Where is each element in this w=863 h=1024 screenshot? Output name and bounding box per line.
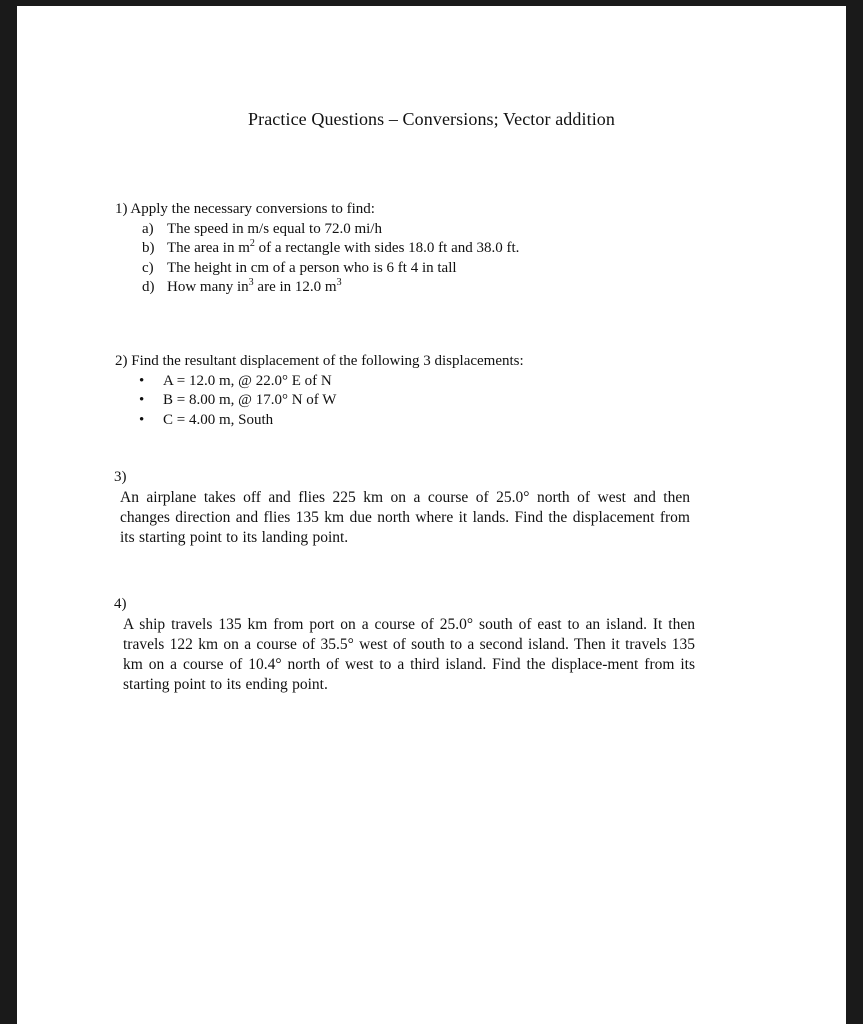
question-1-parts xyxy=(115,220,755,298)
question-2 xyxy=(115,352,755,430)
question-2-prompt: 2) Find the resultant displacement of the following 3 displacements: xyxy=(115,353,524,369)
displacement-item xyxy=(115,411,755,431)
displacement-text: A = 12.0 m, @ 22.0° E of N xyxy=(163,372,332,389)
question-4 xyxy=(114,595,754,695)
part-letter: b) xyxy=(142,240,155,256)
superscript: 3 xyxy=(336,277,342,288)
question-1-part-d xyxy=(115,278,755,298)
part-letter: d) xyxy=(142,279,155,295)
part-text: The height in cm of a person who is 6 ft 4 in tall xyxy=(167,259,457,276)
question-4-number: 4) xyxy=(114,596,127,612)
bullet-icon: • xyxy=(139,372,145,389)
question-3-number: 3) xyxy=(114,469,127,485)
part-text: How many in xyxy=(167,279,249,295)
part-text: The area in m xyxy=(167,240,250,256)
question-1 xyxy=(115,200,755,298)
displacement-text: C = 4.00 m, South xyxy=(163,411,274,428)
superscript: 2 xyxy=(249,238,255,249)
displacement-text: B = 8.00 m, @ 17.0° N of W xyxy=(163,392,337,408)
displacement-item xyxy=(115,372,755,392)
part-text-cont: are in 12.0 m xyxy=(253,279,337,295)
part-letter: c) xyxy=(142,259,154,276)
question-1-part-a xyxy=(115,220,755,240)
question-2-list xyxy=(115,372,755,431)
superscript: 3 xyxy=(248,277,254,288)
displacement-item xyxy=(115,391,755,411)
bullet-icon: • xyxy=(139,411,145,428)
question-4-text: A ship travels 135 km from port on a course of 25.0° south of east to an island. It then travels 122 km on a course of 35.5° west of south to a second island. Then it travels 135 km on a course of 10.4° north of west to a third island. Find the displace-ment from its starting point to its ending point. xyxy=(123,615,695,693)
question-3-text: An airplane takes off and flies 225 km on a course of 25.0° north of west and then changes direction and flies 135 km due north where it lands. Find the displacement from its starting point to its landing point. xyxy=(120,488,690,546)
part-letter: a) xyxy=(142,220,154,237)
bullet-icon: • xyxy=(139,392,145,408)
question-1-part-c xyxy=(115,259,755,279)
question-1-part-b xyxy=(115,239,755,259)
part-text-cont: of a rectangle with sides 18.0 ft and 38.0 ft. xyxy=(254,240,520,256)
page-title: Practice Questions – Conversions; Vector addition xyxy=(247,109,615,129)
part-text: The speed in m/s equal to 72.0 mi/h xyxy=(167,220,382,237)
question-1-prompt: 1) Apply the necessary conversions to find: xyxy=(115,201,375,217)
question-3 xyxy=(114,468,754,548)
document-page xyxy=(17,6,846,1024)
